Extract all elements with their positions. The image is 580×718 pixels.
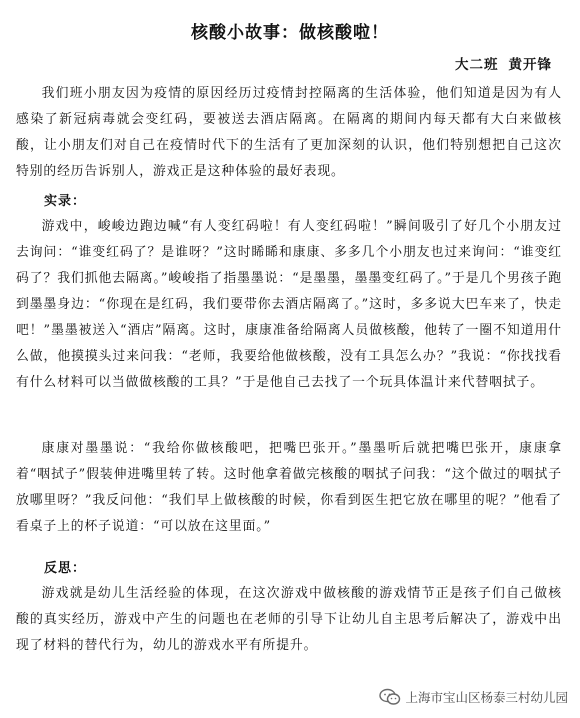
record-paragraph-2: 康康对墨墨说：“我给你做核酸吧，把嘴巴张开。”墨墨听后就把嘴巴张开，康康拿着“咽拭子”假装伸进嘴里转了转。这时他拿着做完核酸的咽拭子问我：“这个做过的咽拭子放哪里呀？”我反问他：“我们早上做核酸的时候，你看到医生把它放在哪里的呢？”他看了看桌子上的杯子说道：“可以放在这里面。” (16, 441, 562, 534)
intro-paragraph: 我们班小朋友因为疫情的原因经历过疫情封控隔离的生活体验，他们知道是因为有人感染了新冠病毒就会变红码，要被送去酒店隔离。在隔离的期间内每天都有大白来做核酸，让小朋友们对自己在疫情时代下的生活有了更加深刻的认识，他们特别想把自己这次特别的经历告诉别人，游戏正是这种体验的最好表现。 (16, 86, 562, 179)
record-paragraph-1-block (16, 214, 562, 396)
watermark-text: 上海市宝山区杨泰三村幼儿园 (405, 690, 568, 705)
record-heading: 实录： (44, 194, 87, 209)
reflection-paragraph-block (16, 581, 562, 659)
watermark (379, 688, 568, 706)
author-name: 黄开锋 (508, 57, 552, 73)
record-paragraph-1: 游戏中，峻峻边跑边喊“有人变红码啦！有人变红码啦！”瞬间吸引了好几个小朋友过去询问：“谁变红码了？是谁呀？”这时睎睎和康康、多多几个小朋友也过来询问：“谁变红码了？我们抓他去隔离。”峻峻指了指墨墨说：“是墨墨，墨墨变红码了。”于是几个男孩子跑到墨墨身边：“你现在是红码，我们要带你去酒店隔离了。”这时，多多说大巴车来了，快走吧！”墨墨被送入“酒店”隔离。这时，康康准备给隔离人员做核酸，他转了一圈不知道用什么做，他摸摸头过来问我：“老师，我要给他做核酸，没有工具怎么办？”我说：“你找找看有什么材料可以当做做核酸的工具？”于是他自己去找了一个玩具体温计来代替咽拭子。 (16, 219, 562, 390)
record-paragraph-2-block (16, 436, 562, 540)
author-class: 大二班 (455, 57, 499, 73)
document-title: 核酸小故事：做核酸啦！ (191, 23, 389, 43)
reflection-heading: 反思： (44, 561, 87, 576)
author-line (455, 53, 552, 73)
wechat-icon (379, 688, 401, 706)
intro-paragraph-block (16, 81, 562, 185)
reflection-paragraph: 游戏就是幼儿生活经验的体现，在这次游戏中做核酸的游戏情节正是孩子们自己做核酸的真实经历，游戏中产生的问题也在老师的引导下让幼儿自主思考后解决了，游戏中出现了材料的替代行为，幼儿的游戏水平有所提升。 (16, 586, 562, 653)
